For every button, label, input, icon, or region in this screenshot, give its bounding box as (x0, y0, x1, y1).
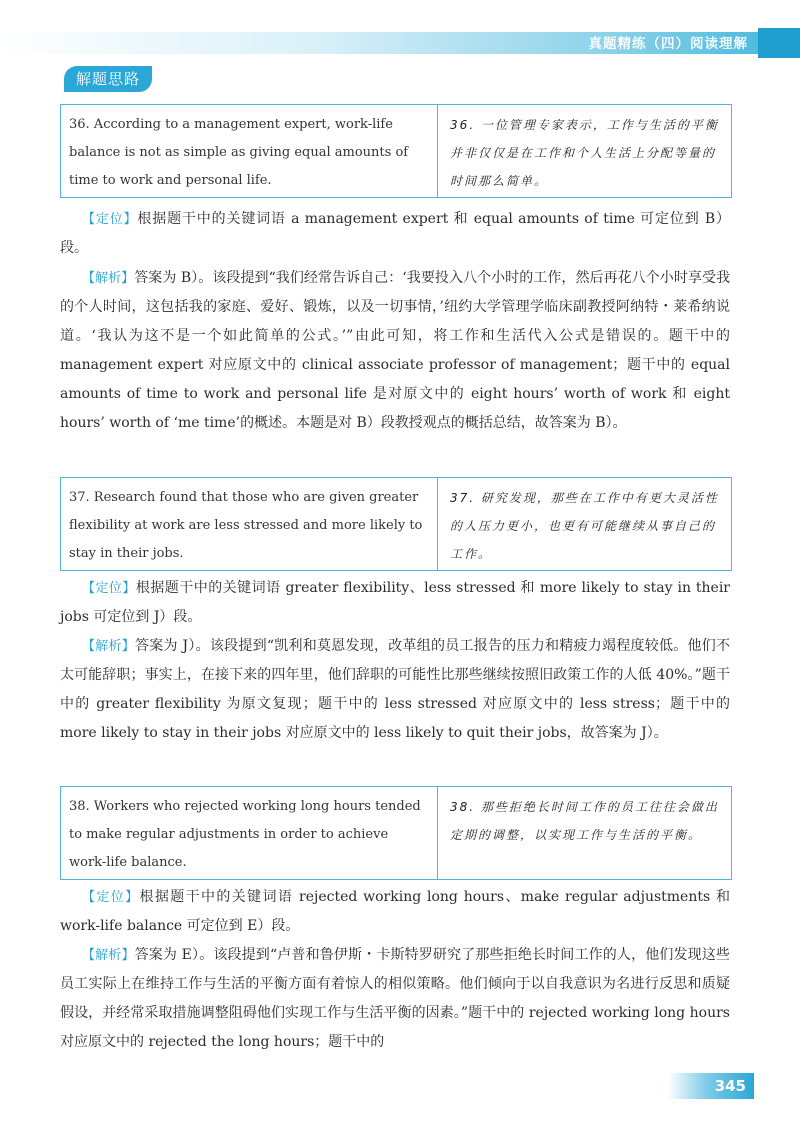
analysis-text-36: 答案为 B）。该段提到“我们经常告诉自己：‘我要投入八个小时的工作，然后再花八个小时享受我的个人时间，这包括我的家庭、爱好、锻炼，以及一切事情，’纽约大学管理学临床副教授阿纳特・莱希纳说道。‘我认为这不是一个如此简单的公式。’”由此可知，将工作和生活代入公式是错误的。题干中的 management expert 对应原文中的 clinical associate professor of management；题干中的 equal amounts of time to work and personal life 是对原文中的 eight hours’ worth of work 和 eight hours’ worth of ‘me time’的概述。本题是对 B）段教授观点的概括总结，故答案为 B）。 (60, 270, 730, 431)
locate-tag: 【定位】 (82, 890, 140, 905)
locate-paragraph-37 (60, 574, 730, 632)
question-zh-38: 38. 那些拒绝长时间工作的员工往往会做出定期的调整，以实现工作与生活的平衡。 (450, 800, 719, 842)
locate-tag: 【定位】 (82, 212, 138, 227)
question-box-38 (60, 786, 732, 880)
analysis-paragraph-38 (60, 941, 730, 1057)
question-en-36: 36. According to a management expert, work-life balance is not as simple as giving equal amounts of time to work and personal life. (61, 105, 438, 197)
question-zh-37: 37. 研究发现，那些在工作中有更大灵活性的人压力更小，也更有可能继续从事自己的工作。 (450, 491, 719, 561)
locate-tag: 【定位】 (82, 581, 136, 596)
header-title: 真题精练（四）阅读理解 (588, 36, 748, 52)
page-number: 345 (668, 1073, 754, 1099)
analysis-paragraph-37 (60, 632, 730, 748)
section-label: 解题思路 (64, 66, 152, 92)
question-en-38: 38. Workers who rejected working long hours tended to make regular adjustments in order to achieve work-life balance. (61, 787, 438, 879)
locate-paragraph-36 (60, 205, 730, 263)
locate-text-37: 根据题干中的关键词语 greater flexibility、less stressed 和 more likely to stay in their jobs 可定位到 J）段。 (60, 580, 730, 625)
question-box-36 (60, 104, 732, 198)
question-en-37: 37. Research found that those who are given greater flexibility at work are less stressed and more likely to stay in their jobs. (61, 478, 438, 570)
header-tab-marker (758, 28, 800, 58)
analysis-paragraph-36 (60, 264, 730, 438)
analysis-tag: 【解析】 (82, 639, 136, 654)
question-box-37 (60, 477, 732, 571)
analysis-text-37: 答案为 J）。该段提到“凯利和莫恩发现，改革组的员工报告的压力和精疲力竭程度较低。他们不太可能辞职；事实上，在接下来的四年里，他们辞职的可能性比那些继续按照旧政策工作的人低 40%。”题干中的 greater flexibility 为原文复现；题干中的 less stressed 对应原文中的 less stress；题干中的 more likely to stay in their jobs 对应原文中的 less likely to quit their jobs，故答案为 J）。 (60, 638, 730, 741)
locate-paragraph-38 (60, 883, 730, 941)
question-zh-36: 36. 一位管理专家表示，工作与生活的平衡并非仅仅是在工作和个人生活上分配等量的时间那么简单。 (450, 118, 719, 188)
locate-text-36: 根据题干中的关键词语 a management expert 和 equal amounts of time 可定位到 B）段。 (60, 211, 730, 256)
analysis-tag: 【解析】 (82, 271, 135, 286)
analysis-text-38: 答案为 E）。该段提到“卢普和鲁伊斯・卡斯特罗研究了那些拒绝长时间工作的人，他们发现这些员工实际上在维持工作与生活的平衡方面有着惊人的相似策略。他们倾向于以自我意识为名进行反思和质疑假设，并经常采取措施调整阻碍他们实现工作与生活平衡的因素。”题干中的 rejected working long hours 对应原文中的 rejected the long hours；题干中的 (60, 947, 730, 1050)
locate-text-38: 根据题干中的关键词语 rejected working long hours、make regular adjustments 和 work-life balance 可定位到 E）段。 (60, 889, 730, 934)
analysis-tag: 【解析】 (82, 948, 135, 963)
